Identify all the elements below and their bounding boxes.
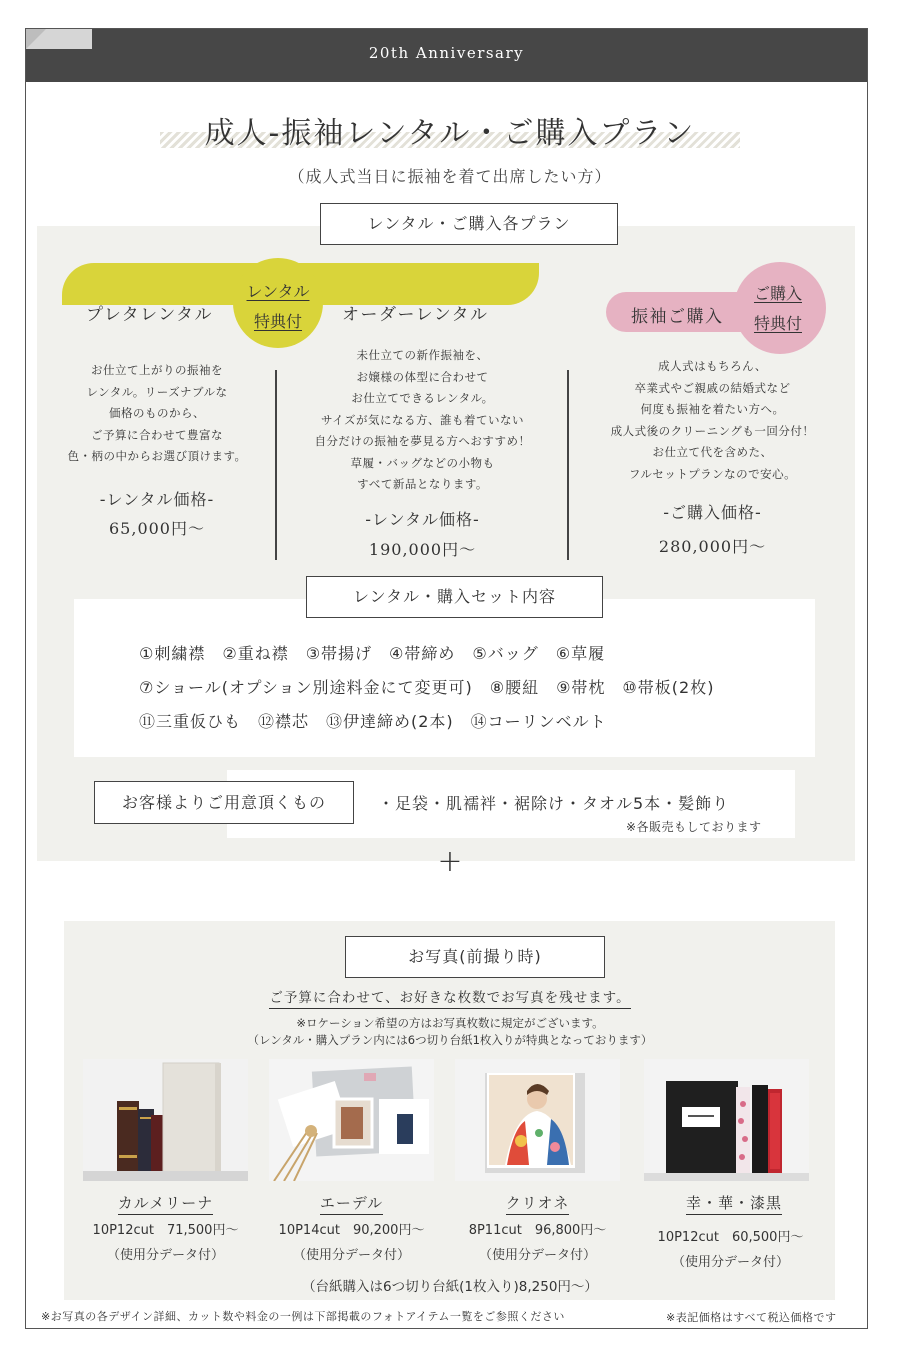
divider-2 xyxy=(567,370,569,560)
carmelina-price: 10P12cut 71,500円〜 （使用分データ付） xyxy=(92,1223,239,1263)
album-image xyxy=(269,1059,434,1181)
mount-price-note: （台紙購入は6つ切り台紙(1枚入り)8,250円〜） xyxy=(302,1279,598,1295)
bring-items-label: お客様よりご用意頂くもの xyxy=(94,781,354,824)
set-contents-line-1: ①刺繍襟 ②重ね襟 ③帯揚げ ④帯締め ⑤バッグ ⑥草履 xyxy=(139,644,606,663)
bring-items-note: ※各販売もしております xyxy=(626,820,762,834)
preta-description: お仕立て上がりの振袖を レンタル。リーズナブルな 価格のものから、 ご予算に合わせて豊富な 色・柄の中からお選び頂けます。 xyxy=(67,363,247,463)
order-description: 未仕立ての新作振袖を、 お嬢様の体型に合わせて お仕立てできるレンタル。 サイズが気になる方、誰も着ていない 自分だけの振袖を夢見る方へおすすめ！ 草履・バッグなどの小物も すべて新品となります。 xyxy=(314,348,531,491)
kou-hana-shikkoku-price: 10P12cut 60,500円〜 （使用分データ付） xyxy=(657,1230,804,1270)
preta-price: 65,000円〜 xyxy=(109,519,205,538)
photo-lead: ご予算に合わせて、お好きな枚数でお写真を残せます。 xyxy=(0,986,900,1006)
purchase-description: 成人式はもちろん、 卒業式やご親戚の結婚式など 何度も振袖を着たい方へ。 成人式後のクリーニングも一回分付！ お仕立て代を含めた、 フルセットプランなので安心。 xyxy=(610,359,815,481)
purchase-name: 振袖ご購入 xyxy=(631,307,724,327)
clione-price: 8P11cut 96,800円〜 （使用分データ付） xyxy=(468,1223,607,1263)
purchase-price: 280,000円〜 xyxy=(658,537,767,556)
plus-sign: + xyxy=(437,844,463,879)
page-title: 成人-振袖レンタル・ご購入プラン xyxy=(204,116,696,151)
carmelina-name: カルメリーナ xyxy=(83,1192,248,1213)
album-image xyxy=(455,1059,620,1181)
preta-price-label: -レンタル価格- xyxy=(99,490,215,509)
set-contents-label: レンタル・購入セット内容 xyxy=(306,576,603,618)
album-image xyxy=(83,1059,248,1181)
bring-items-list: ・足袋・肌襦袢・裾除け・タオル5本・髪飾り xyxy=(378,794,730,813)
set-contents-line-2: ⑦ショール(オプション別途料金にて変更可) ⑧腰紐 ⑨帯枕 ⑩帯板(2枚) xyxy=(139,678,715,697)
kou-hana-shikkoku-name: 幸・華・漆黒 xyxy=(644,1192,824,1213)
edel-name: エーデル xyxy=(269,1192,434,1213)
divider-1 xyxy=(275,370,277,560)
photo-note-2: （レンタル・購入プラン内には6つ切り台紙1枚入りが特典となっております） xyxy=(247,1033,653,1047)
rental-bonus-text: レンタル 特典付 xyxy=(246,282,310,331)
preta-rental-name: プレタレンタル xyxy=(86,305,214,325)
order-price: 190,000円〜 xyxy=(368,540,477,559)
order-price-label: -レンタル価格- xyxy=(365,510,480,529)
order-rental-name: オーダーレンタル xyxy=(342,305,489,325)
photo-label: お写真(前撮り時) xyxy=(345,936,605,978)
set-contents-line-3: ⑪三重仮ひも ⑫襟芯 ⑬伊達締め(2本) ⑭コーリンベルト xyxy=(139,712,607,731)
page-subtitle: （成人式当日に振袖を着て出席したい方） xyxy=(288,167,612,186)
clione-name: クリオネ xyxy=(455,1192,620,1213)
purchase-bonus-text: ご購入 特典付 xyxy=(753,284,802,333)
edel-price: 10P14cut 90,200円〜 （使用分データ付） xyxy=(278,1223,425,1263)
album-image xyxy=(644,1059,809,1181)
kou-hana-shikkoku-photo xyxy=(644,1059,809,1181)
clione-photo xyxy=(455,1059,620,1181)
carmelina-photo xyxy=(83,1059,248,1181)
footer-note-left: ※お写真の各デザイン詳細、カット数や料金の一例は下部掲載のフォトアイテム一覧をご参照ください xyxy=(41,1310,565,1323)
footer-note-right: ※表記価格はすべて税込価格です xyxy=(666,1311,837,1324)
edel-photo xyxy=(269,1059,434,1181)
header-bar xyxy=(26,29,867,82)
photo-note-1: ※ロケーション希望の方はお写真枚数に規定がございます。 xyxy=(296,1016,604,1030)
anniversary-text: 20th Anniversary xyxy=(368,44,525,62)
purchase-price-label: -ご購入価格- xyxy=(663,503,762,522)
plans-label: レンタル・ご購入各プラン xyxy=(320,203,618,245)
